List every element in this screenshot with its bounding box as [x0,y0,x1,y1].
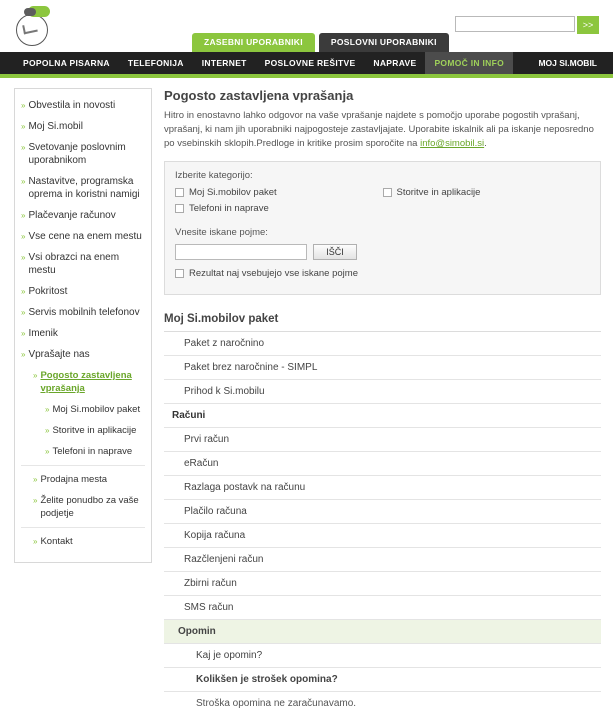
faq-answer-strosek-opomina: Stroška opomina ne zaračunavamo. [196,698,357,709]
sidebar-item-label: Servis mobilnih telefonov [28,307,140,318]
sidebar-item-kontakt[interactable] [15,531,151,552]
categories-label: Izberite kategorijo: [175,170,253,181]
sidebar-divider [21,527,145,528]
sidebar-item-nastavitve[interactable] [15,171,151,205]
sidebar-item-label: Moj Si.mobil [28,121,83,132]
main-panel [164,88,601,715]
sidebar-item-prodajna-mesta[interactable] [15,469,151,490]
user-type-tabs [192,33,449,52]
sidebar-item-label: Storitve in aplikacije [52,425,137,436]
faq-item-razlaga-postavk[interactable]: Razlaga postavk na računu [164,476,601,500]
faq-question-strosek-opomina[interactable]: Kolikšen je strošek opomina? [164,668,601,692]
faq-item-zbirni-racun[interactable]: Zbirni račun [164,572,601,596]
faq-item-placilo-racuna[interactable]: Plačilo računa [164,500,601,524]
faq-question-kaj-je-opomin[interactable]: Kaj je opomin? [164,644,601,668]
sidebar-item-label: Vprašajte nas [28,349,90,360]
chevron-right-icon: » [21,232,25,241]
chevron-right-icon: » [21,350,25,359]
category-column-left [175,187,383,219]
category-column-right [383,187,591,219]
logo-leaf-secondary-icon [24,8,36,16]
faq-item-kopija-racuna[interactable]: Kopija računa [164,524,601,548]
checkbox-telefoni-in-naprave[interactable] [175,203,383,214]
terms-input-row [175,244,590,260]
search-input[interactable] [455,16,575,32]
faq-item-razclenjeni-racun[interactable]: Razčlenjeni račun [164,548,601,572]
tab-poslovni-uporabniki[interactable]: POSLOVNI UPORABNIKI [319,33,449,52]
checkbox-icon[interactable] [175,269,184,278]
sidebar-item-pogosto-zastavljena-vprasanja[interactable] [15,365,151,399]
header-search [455,16,599,34]
find-button[interactable]: IŠČI [313,244,357,260]
sidebar-item-label: Obvestila in novosti [28,100,116,111]
tab-zasebni-uporabniki[interactable]: ZASEBNI UPORABNIKI [192,33,315,52]
page-content [0,78,613,715]
chevron-right-icon: » [21,308,25,317]
checkbox-label: Rezultat naj vsebujejo vse iskane pojme [189,268,358,279]
sidebar-item-moj-simobilov-paket[interactable] [15,399,151,420]
nav-item-internet[interactable]: INTERNET [201,58,247,68]
chevron-right-icon: » [21,211,25,220]
page-title: Pogosto zastavljena vprašanja [164,88,354,103]
contact-email-link[interactable]: info@simobil.si [420,138,485,149]
checkbox-label: Telefoni in naprave [189,203,269,214]
checkbox-icon[interactable] [175,188,184,197]
faq-list [164,332,601,715]
checkbox-icon[interactable] [383,188,392,197]
sidebar-item-telefoni-in-naprave[interactable] [15,441,151,462]
sidebar-item-moj-simobil[interactable] [15,116,151,137]
chevron-right-icon: » [45,447,49,456]
chevron-right-icon: » [21,177,25,186]
sidebar-item-label: Vsi obrazci na enem mestu [28,252,120,276]
sidebar-item-servis[interactable] [15,302,151,323]
sidebar-item-label: Pokritost [28,286,68,297]
chevron-right-icon: » [45,426,49,435]
nav-item-poslovne-resitve[interactable]: POSLOVNE REŠITVE [264,58,356,68]
sidebar-item-label: Telefoni in naprave [52,446,133,457]
search-submit-button[interactable]: >> [577,16,599,34]
sidebar-item-vse-cene[interactable] [15,226,151,247]
sidebar-item-label: Imenik [28,328,58,339]
sidebar-item-label: Prodajna mesta [40,474,107,485]
sidebar-item-label: Kontakt [40,536,73,547]
nav-item-moj-simobil[interactable]: MOJ SI.MOBIL [538,58,597,68]
sidebar-item-vprasajte-nas[interactable] [15,344,151,365]
faq-group-opomin[interactable]: Opomin [164,620,601,644]
sidebar-item-label: Želite ponudbo za vaše podjetje [40,495,139,519]
nav-item-popolna-pisarna[interactable]: POPOLNA PISARNA [23,58,110,68]
sidebar-item-vsi-obrazci[interactable] [15,247,151,281]
faq-item-paket-brez-narocnine[interactable]: Paket brez naročnine - SIMPL [164,356,601,380]
sidebar-divider [21,465,145,466]
intro-text-part1: Hitro in enostavno lahko odgovor na vaše vprašanje najdete s pomočjo uporabe pogostih vprašanj, vprašanj, ki nam jih uporabniki najpogosteje zastavljajate. Uporabite iskalnik ali pa iskanje neposredno po vsebinskih sklopih.Predloge in kritike prosim sporočite na [164,110,594,149]
faq-item-prihod-k-simobilu[interactable]: Prihod k Si.mobilu [164,380,601,404]
sidebar-item-label: Svetovanje poslovnim uporabnikom [28,142,126,166]
checkbox-icon[interactable] [175,204,184,213]
sidebar-item-label: Plačevanje računov [28,210,116,221]
checkbox-moj-simobilov-paket[interactable] [175,187,383,198]
faq-group-racuni[interactable]: Računi [164,404,601,428]
chevron-right-icon: » [21,122,25,131]
sidebar-item-zelite-ponudbo[interactable] [15,490,151,524]
intro-text-part2: . [484,138,487,149]
faq-section-title: Moj Si.mobilov paket [164,309,601,332]
sidebar-item-label: Pogosto zastavljena vprašanja [40,370,132,394]
chevron-right-icon: » [21,101,25,110]
main-navigation [0,52,613,74]
simobil-logo[interactable] [14,6,54,46]
category-checkbox-grid [175,187,590,219]
chevron-right-icon: » [21,329,25,338]
sidebar-item-pokritost[interactable] [15,281,151,302]
checkbox-label: Storitve in aplikacije [396,187,481,198]
chevron-right-icon: » [21,287,25,296]
chevron-right-icon: » [33,371,37,380]
search-filter-panel [164,161,601,295]
chevron-right-icon: » [33,537,37,546]
sidebar-item-obvestila[interactable] [15,95,151,116]
faq-item-prvi-racun[interactable]: Prvi račun [164,428,601,452]
sidebar-item-label: Moj Si.mobilov paket [52,404,141,415]
faq-item-eracun[interactable]: eRačun [164,452,601,476]
nav-item-telefonija[interactable]: TELEFONIJA [127,58,184,68]
nav-item-pomoc-in-info[interactable]: POMOČ IN INFO [425,52,513,74]
sidebar [14,88,152,563]
page-header [0,0,613,52]
terms-label: Vnesite iskane pojme: [175,227,268,238]
faq-item-sms-racun[interactable]: SMS račun [164,596,601,620]
chevron-right-icon: » [33,475,37,484]
sidebar-item-placevanje[interactable] [15,205,151,226]
faq-item-paket-z-narocnino[interactable]: Paket z naročnino [164,332,601,356]
chevron-right-icon: » [45,405,49,414]
chevron-right-icon: » [21,253,25,262]
sidebar-item-storitve-in-aplikacije[interactable] [15,420,151,441]
nav-item-naprave[interactable]: NAPRAVE [373,58,417,68]
sidebar-item-label: Vse cene na enem mestu [28,231,142,242]
sidebar-item-svetovanje[interactable] [15,137,151,171]
chevron-right-icon: » [33,496,37,505]
sidebar-item-label: Nastavitve, programska oprema in koristni namigi [28,176,140,200]
intro-text [164,109,601,151]
sidebar-item-imenik[interactable] [15,323,151,344]
chevron-right-icon: » [21,143,25,152]
checkbox-all-terms[interactable] [175,268,590,279]
checkbox-label: Moj Si.mobilov paket [189,187,277,198]
search-terms-input[interactable] [175,244,307,260]
checkbox-storitve-in-aplikacije[interactable] [383,187,591,198]
